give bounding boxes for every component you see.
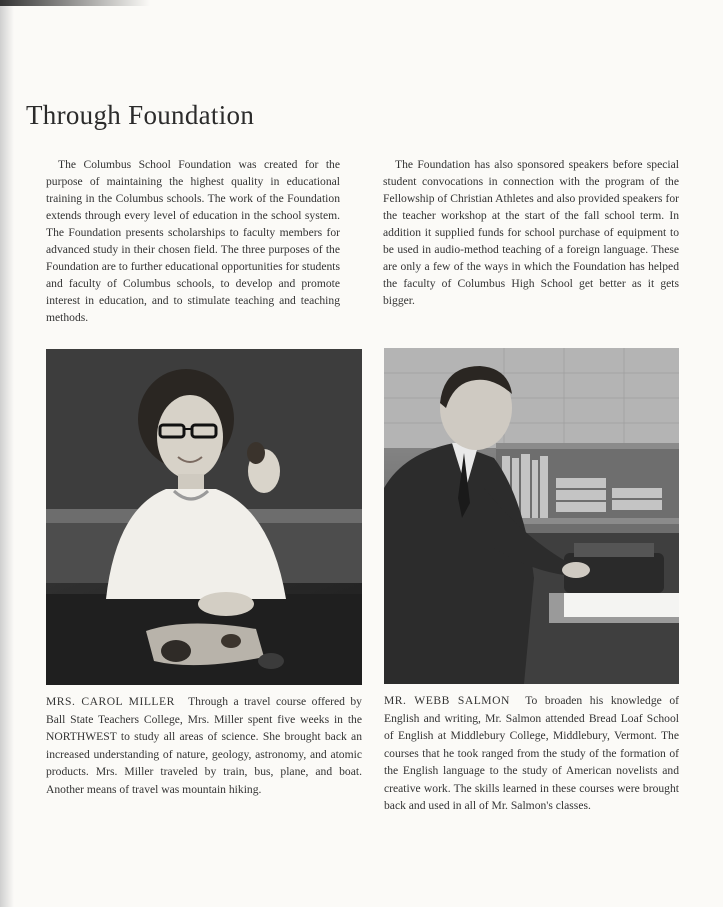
caption-name-right: MR. WEBB SALMON — [384, 694, 510, 707]
page-edge-mark — [0, 0, 150, 6]
photo-webb-salmon-illustration — [384, 348, 679, 684]
caption-carol-miller — [46, 693, 362, 798]
photo-carol-miller — [46, 349, 362, 685]
caption-name-left: MRS. CAROL MILLER — [46, 695, 175, 708]
caption-text-right: To broaden his knowledge of English and writing, Mr. Salmon attended Bread Loaf School of English at Middlebury College, Middlebury, Vermont. The courses that he took ranged from the study of the formation of the English language to the study of American novelists and creative work. The skills learned in these courses were brought back and used in all of Mr. Salmon's classes. — [384, 694, 679, 812]
intro-paragraph-right: The Foundation has also sponsored speakers before special student convocations in connection with the program of the Fellowship of Christian Athletes and also provided speakers for the teacher workshop at the start of the fall school term. In addition it supplied funds for school purchase of equipment to be used in audio-method teaching of a foreign language. These are only a few of the ways in which the Foundation has helped the faculty of Columbus High School get better as it gets bigger. — [383, 158, 679, 307]
photo-webb-salmon — [384, 348, 679, 684]
caption-text-left: Through a travel course offered by Ball State Teachers College, Mrs. Miller spent five weeks in the NORTHWEST to study all areas of science. She brought back an increased understanding of nature, geology, astronomy, and atomic products. Mrs. Miller traveled by train, bus, plane, and boat. Another means of travel was mountain hiking. — [46, 695, 362, 796]
page-title: Through Foundation — [26, 100, 255, 130]
caption-webb-salmon — [384, 692, 679, 815]
photo-carol-miller-illustration — [46, 349, 362, 685]
intro-paragraph-left: The Columbus School Foundation was created for the purpose of maintaining the highest quality in educational training in the Columbus schools. The work of the Foundation extends through every level of education in the school system. The Foundation presents scholarships to faculty members for advanced study in their chosen field. The three purposes of the Foundation are to further educational opportunities for students and faculty of Columbus schools, to develop and promote interest in education, and to stimulate teaching and teaching methods. — [46, 158, 340, 324]
page-binding-shadow — [0, 0, 14, 907]
